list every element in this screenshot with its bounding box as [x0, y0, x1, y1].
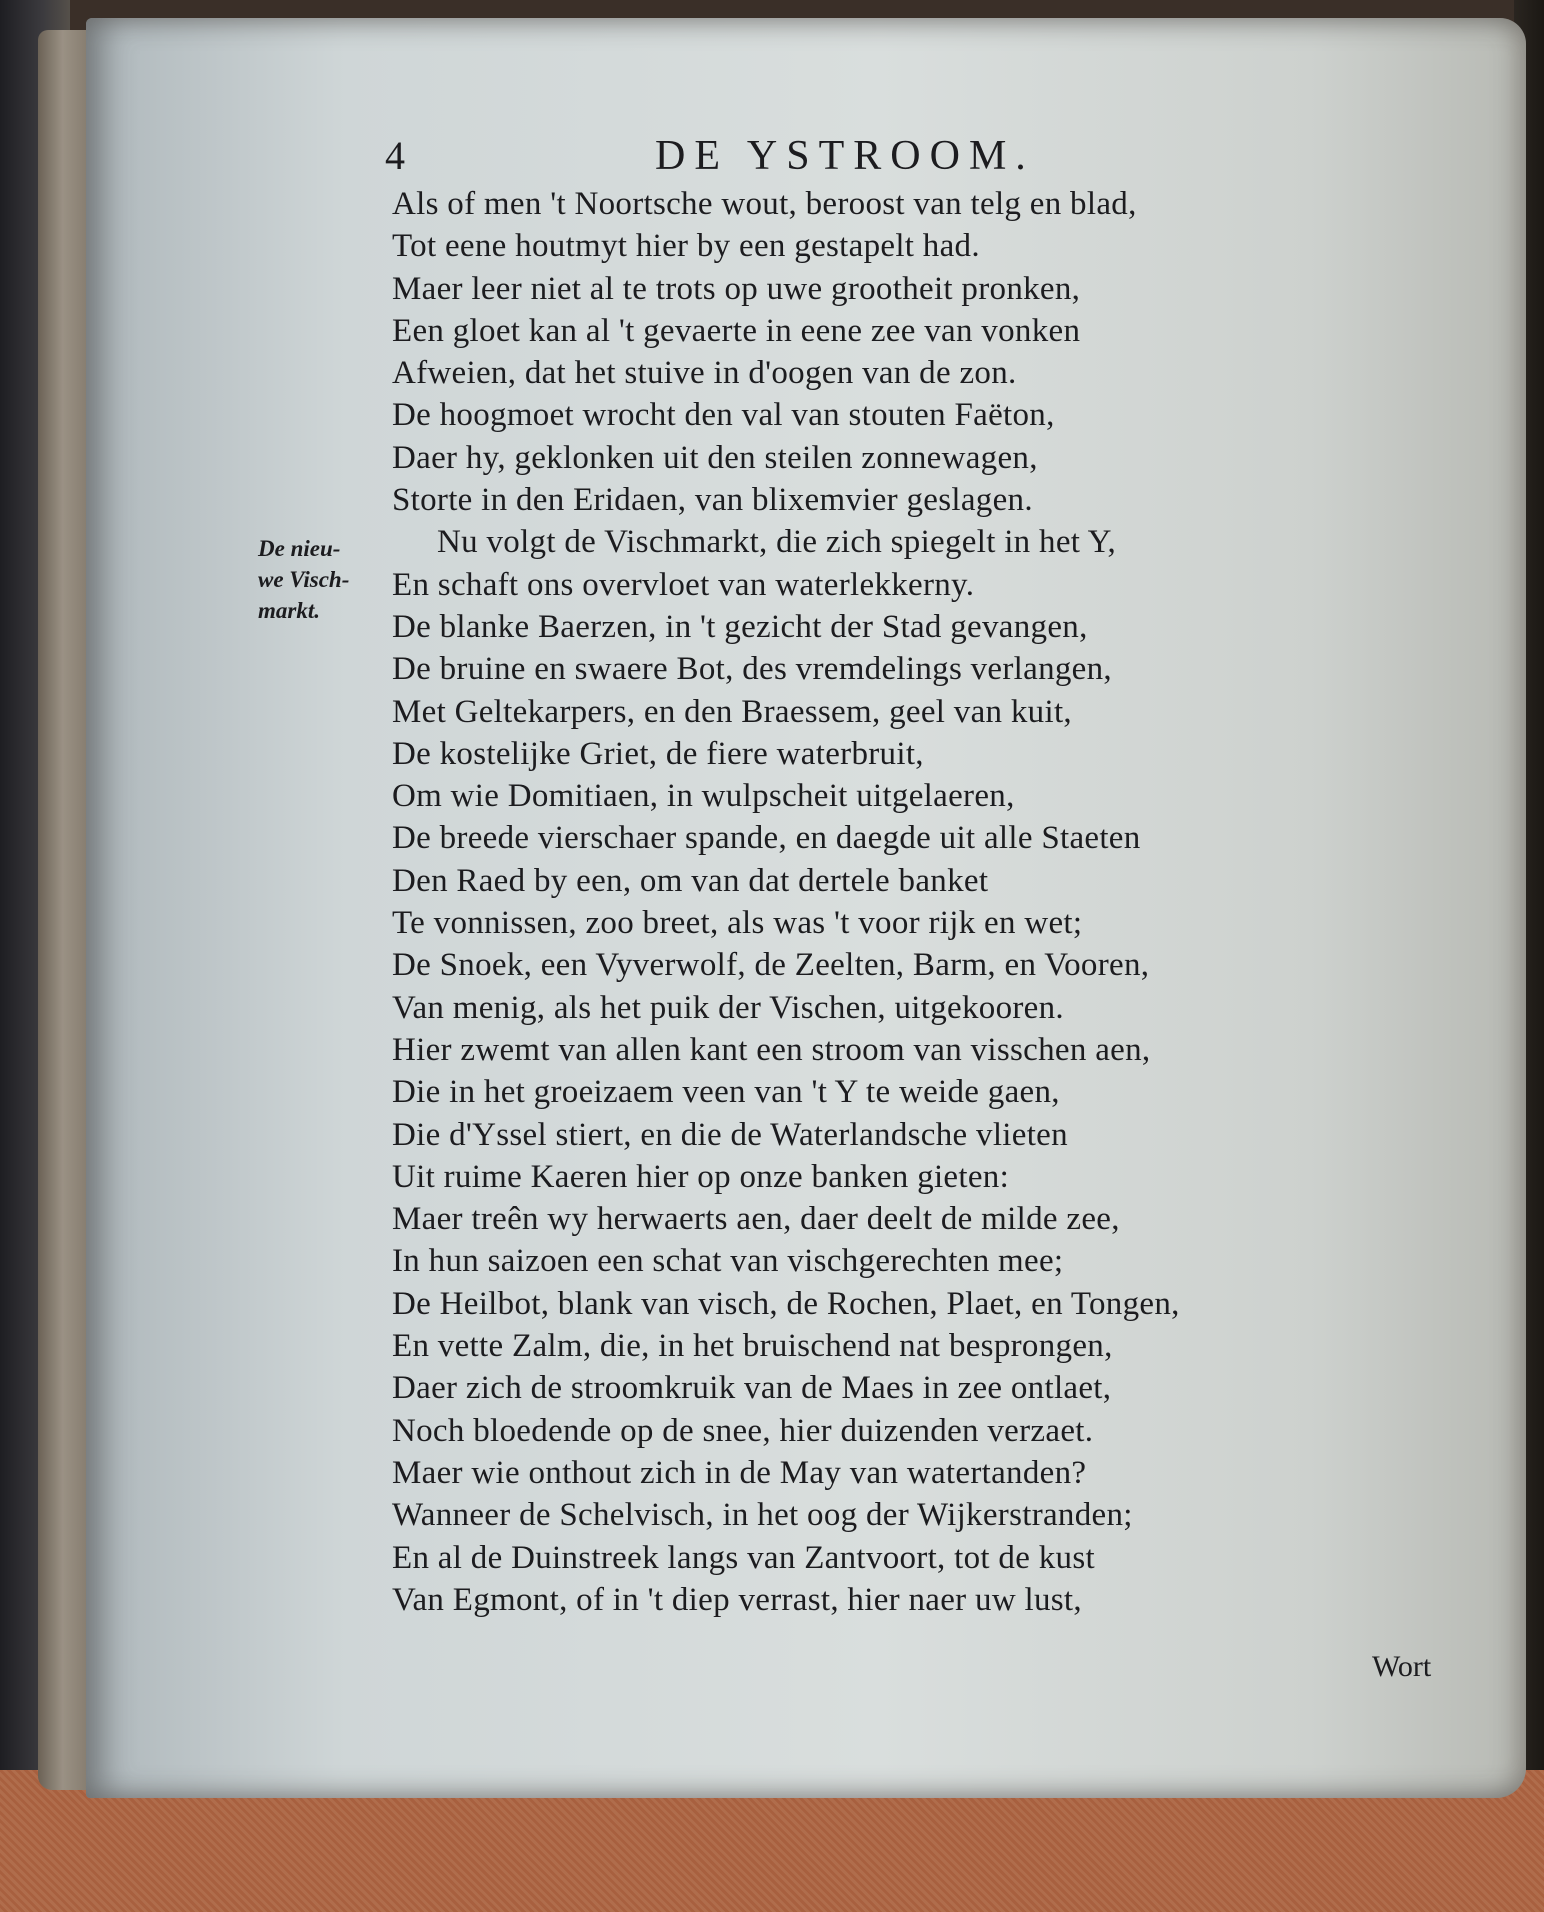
running-head: DE YSTROOM. — [655, 133, 1035, 179]
poem-line: Afweien, dat het stuive in d'oogen van de zon. — [392, 355, 1017, 392]
poem-line: Maer treên wy herwaerts aen, daer deelt de milde zee, — [392, 1201, 1120, 1238]
catchword: Wort — [1372, 1650, 1432, 1683]
poem-line: Die in het groeizaem veen van 't Y te weide gaen, — [392, 1074, 1060, 1111]
margin-note — [258, 533, 349, 626]
poem-line: Maer leer niet al te trots op uwe grootheit pronken, — [392, 270, 1081, 307]
poem-line: Daer hy, geklonken uit den steilen zonnewagen, — [392, 439, 1038, 476]
page-number: 4 — [385, 133, 406, 178]
poem-line: De kostelijke Griet, de fiere waterbruit, — [392, 735, 924, 772]
poem-line: In hun saizoen een schat van vischgerechten mee; — [392, 1243, 1064, 1280]
poem-line: Daer zich de stroomkruik van de Maes in zee ontlaet, — [392, 1370, 1112, 1407]
poem-line: De breede vierschaer spande, en daegde uit alle Staeten — [392, 820, 1141, 857]
poem-line: Noch bloedende op de snee, hier duizenden verzaet. — [392, 1412, 1094, 1449]
poem-line: Uit ruime Kaeren hier op onze banken gieten: — [392, 1158, 1010, 1195]
poem-line: De Heilbot, blank van visch, de Rochen, Plaet, en Tongen, — [392, 1285, 1180, 1322]
poem-line: Om wie Domitiaen, in wulpscheit uitgelaeren, — [392, 778, 1015, 815]
poem-line: Nu volgt de Vischmarkt, die zich spiegelt in het Y, — [437, 524, 1117, 561]
poem-line: Storte in den Eridaen, van blixemvier geslagen. — [392, 482, 1033, 519]
poem-line: De blanke Baerzen, in 't gezicht der Stad gevangen, — [392, 608, 1088, 645]
poem-line: Wanneer de Schelvisch, in het oog der Wijkerstranden; — [392, 1497, 1133, 1534]
poem-line: Hier zwemt van allen kant een stroom van visschen aen, — [392, 1031, 1151, 1068]
poem-line: Den Raed by een, om van dat dertele banket — [392, 862, 989, 899]
poem-line: Tot eene houtmyt hier by een gestapelt had. — [392, 228, 980, 265]
poem-line: Die d'Yssel stiert, en die de Waterlandsche vlieten — [392, 1116, 1068, 1153]
margin-note-line: we Visch- — [258, 567, 350, 592]
poem-line: En vette Zalm, die, in het bruischend nat besprongen, — [392, 1328, 1113, 1365]
margin-note-line: markt. — [258, 598, 320, 623]
poem-line: En schaft ons overvloet van waterlekkerny. — [392, 566, 975, 603]
poem-line: Van menig, als het puik der Vischen, uitgekooren. — [392, 989, 1064, 1026]
poem-line: Te vonnissen, zoo breet, als was 't voor rijk en wet; — [392, 905, 1083, 942]
poem-line: De Snoek, een Vyverwolf, de Zeelten, Barm, en Vooren, — [392, 947, 1150, 984]
poem-line: De bruine en swaere Bot, des vremdelings verlangen, — [392, 651, 1112, 688]
poem-line: Met Geltekarpers, en den Braessem, geel van kuit, — [392, 693, 1072, 730]
poem-line: En al de Duinstreek langs van Zantvoort, tot de kust — [392, 1539, 1095, 1576]
poem-line: De hoogmoet wrocht den val van stouten Faëton, — [392, 397, 1055, 434]
poem-line: Een gloet kan al 't gevaerte in eene zee van vonken — [392, 312, 1081, 349]
poem-line: Van Egmont, of in 't diep verrast, hier naer uw lust, — [392, 1581, 1082, 1618]
poem-text — [392, 183, 1180, 1621]
margin-note-line: De nieu- — [258, 536, 341, 561]
poem-line: Maer wie onthout zich in de May van watertanden? — [392, 1454, 1087, 1491]
poem-line: Als of men 't Noortsche wout, beroost van telg en blad, — [392, 186, 1137, 222]
